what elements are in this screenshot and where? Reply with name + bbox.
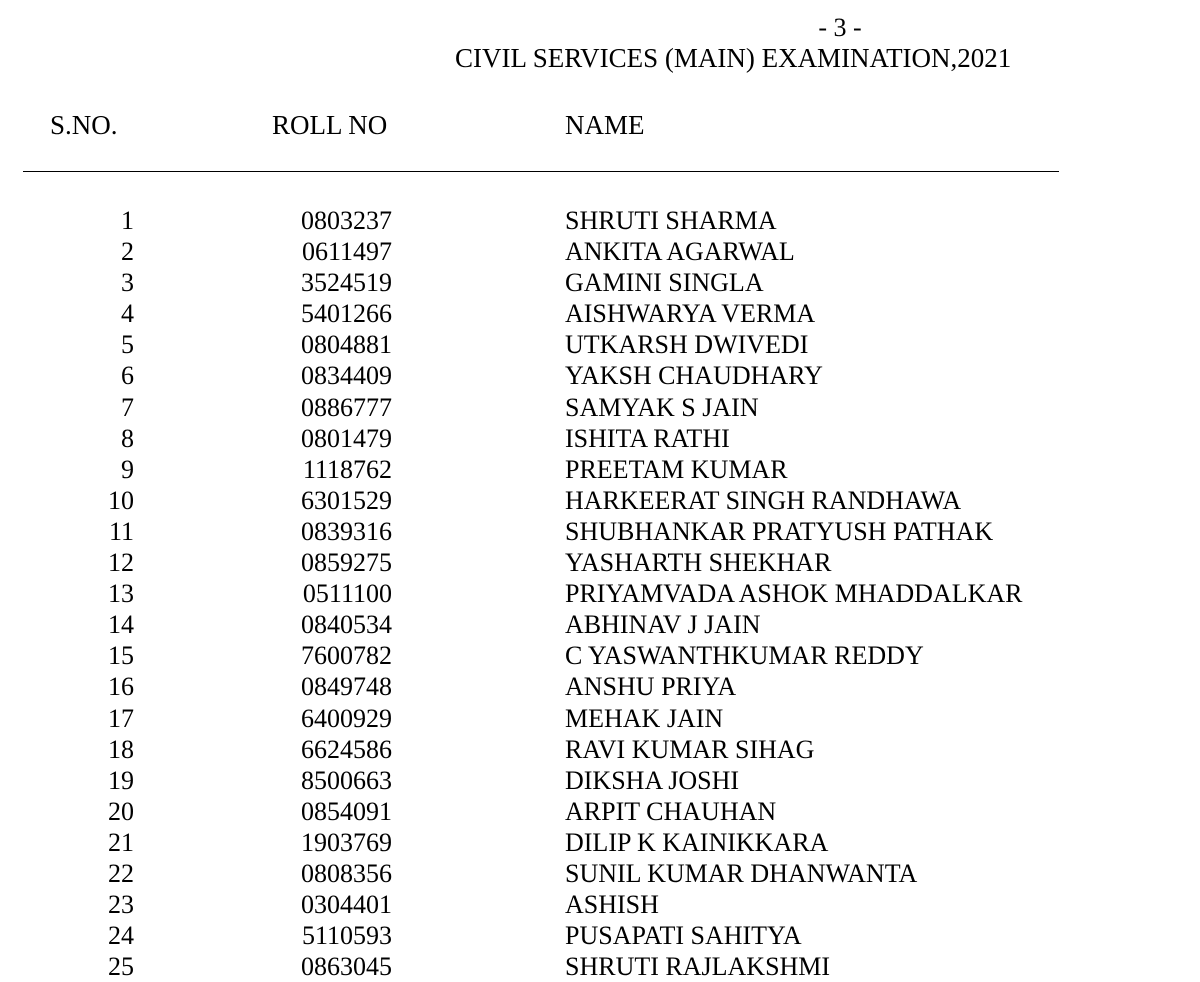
- roll-no-cell: 0854091: [301, 796, 392, 826]
- header-divider: [23, 171, 1059, 172]
- table-row: [0, 485, 1200, 516]
- table-row: [0, 578, 1200, 609]
- roll-no-cell: 5401266: [301, 299, 392, 329]
- name-cell: C YASWANTHKUMAR REDDY: [565, 641, 924, 671]
- name-cell: UTKARSH DWIVEDI: [565, 330, 809, 360]
- table-row: [0, 236, 1200, 267]
- table-row: [0, 920, 1200, 951]
- roll-no-cell: 7600782: [301, 641, 392, 671]
- table-row: [0, 796, 1200, 827]
- column-header-name: NAME: [565, 110, 645, 140]
- name-cell: DIKSHA JOSHI: [565, 765, 740, 795]
- roll-no-cell: 0863045: [301, 952, 392, 982]
- table-row: [0, 951, 1200, 982]
- roll-no-cell: 1903769: [301, 827, 392, 857]
- table-row: [0, 734, 1200, 765]
- sno-cell: 10: [108, 485, 134, 515]
- table-row: [0, 360, 1200, 391]
- sno-cell: 6: [121, 361, 134, 391]
- name-cell: SUNIL KUMAR DHANWANTA: [565, 858, 918, 888]
- name-cell: MEHAK JAIN: [565, 703, 724, 733]
- sno-cell: 9: [121, 454, 134, 484]
- column-header-sno: S.NO.: [50, 110, 118, 140]
- table-row: [0, 609, 1200, 640]
- sno-cell: 1: [121, 206, 134, 235]
- table-row: [0, 423, 1200, 454]
- table-row: [0, 765, 1200, 796]
- name-cell: ISHITA RATHI: [565, 423, 730, 453]
- roll-no-cell: 0801479: [301, 423, 392, 453]
- sno-cell: 22: [108, 858, 134, 888]
- name-cell: YASHARTH SHEKHAR: [565, 548, 832, 578]
- table-row: [0, 454, 1200, 485]
- roll-no-cell: 0304401: [301, 890, 392, 920]
- roll-no-cell: 1118762: [302, 454, 392, 484]
- roll-no-cell: 0886777: [301, 392, 392, 422]
- sno-cell: 17: [108, 703, 134, 733]
- roll-no-cell: 0803237: [301, 206, 392, 235]
- name-cell: SHUBHANKAR PRATYUSH PATHAK: [565, 516, 994, 546]
- roll-no-cell: 0840534: [301, 610, 392, 640]
- roll-no-cell: 0611497: [301, 237, 392, 267]
- exam-title: CIVIL SERVICES (MAIN) EXAMINATION,2021: [455, 43, 1012, 73]
- sno-cell: 3: [121, 268, 134, 298]
- roll-no-cell: 0849748: [301, 672, 392, 702]
- name-cell: ARPIT CHAUHAN: [565, 796, 777, 826]
- name-cell: ANSHU PRIYA: [565, 672, 737, 702]
- name-cell: YAKSH CHAUDHARY: [565, 361, 823, 391]
- sno-cell: 19: [108, 765, 134, 795]
- name-cell: ASHISH: [565, 890, 659, 920]
- name-cell: PUSAPATI SAHITYA: [565, 921, 802, 951]
- roll-no-cell: 8500663: [301, 765, 392, 795]
- sno-cell: 2: [121, 237, 134, 267]
- roll-no-cell: 0804881: [301, 330, 392, 360]
- result-list: [0, 205, 1200, 982]
- table-row: [0, 516, 1200, 547]
- roll-no-cell: 3524519: [301, 268, 392, 298]
- table-row: [0, 827, 1200, 858]
- sno-cell: 16: [108, 672, 134, 702]
- sno-cell: 21: [108, 827, 134, 857]
- name-cell: PREETAM KUMAR: [565, 454, 788, 484]
- sno-cell: 11: [108, 516, 134, 546]
- sno-cell: 4: [121, 299, 134, 329]
- table-row: [0, 671, 1200, 702]
- sno-cell: 25: [108, 952, 134, 982]
- sno-cell: 20: [108, 796, 134, 826]
- table-row: [0, 298, 1200, 329]
- sno-cell: 14: [108, 610, 134, 640]
- name-cell: HARKEERAT SINGH RANDHAWA: [565, 485, 962, 515]
- table-row: [0, 858, 1200, 889]
- sno-cell: 18: [108, 734, 134, 764]
- roll-no-cell: 0859275: [301, 548, 392, 578]
- name-cell: ABHINAV J JAIN: [565, 610, 761, 640]
- roll-no-cell: 0511100: [302, 579, 392, 609]
- name-cell: ANKITA AGARWAL: [565, 237, 795, 267]
- sno-cell: 5: [121, 330, 134, 360]
- name-cell: PRIYAMVADA ASHOK MHADDALKAR: [565, 579, 1023, 609]
- roll-no-cell: 6624586: [301, 734, 392, 764]
- roll-no-cell: 6400929: [301, 703, 392, 733]
- name-cell: SHRUTI SHARMA: [565, 206, 777, 235]
- name-cell: AISHWARYA VERMA: [565, 299, 816, 329]
- name-cell: DILIP K KAINIKKARA: [565, 827, 829, 857]
- name-cell: RAVI KUMAR SIHAG: [565, 734, 815, 764]
- table-row: [0, 205, 1200, 236]
- table-row: [0, 547, 1200, 578]
- table-row: [0, 640, 1200, 671]
- name-cell: SAMYAK S JAIN: [565, 392, 759, 422]
- sno-cell: 8: [121, 423, 134, 453]
- table-row: [0, 329, 1200, 360]
- name-cell: GAMINI SINGLA: [565, 268, 764, 298]
- table-row: [0, 889, 1200, 920]
- sno-cell: 23: [108, 890, 134, 920]
- roll-no-cell: 0839316: [301, 516, 392, 546]
- sno-cell: 13: [108, 579, 134, 609]
- sno-cell: 12: [108, 548, 134, 578]
- roll-no-cell: 0834409: [301, 361, 392, 391]
- roll-no-cell: 0808356: [301, 858, 392, 888]
- roll-no-cell: 6301529: [301, 485, 392, 515]
- name-cell: SHRUTI RAJLAKSHMI: [565, 952, 831, 982]
- table-row: [0, 267, 1200, 298]
- column-header-roll-no: ROLL NO: [272, 110, 388, 140]
- table-header: [0, 108, 1200, 142]
- sno-cell: 15: [108, 641, 134, 671]
- sno-cell: 7: [121, 392, 134, 422]
- table-row: [0, 392, 1200, 423]
- page-number: - 3 -: [818, 13, 862, 42]
- table-row: [0, 703, 1200, 734]
- sno-cell: 24: [108, 921, 134, 951]
- roll-no-cell: 5110593: [301, 921, 392, 951]
